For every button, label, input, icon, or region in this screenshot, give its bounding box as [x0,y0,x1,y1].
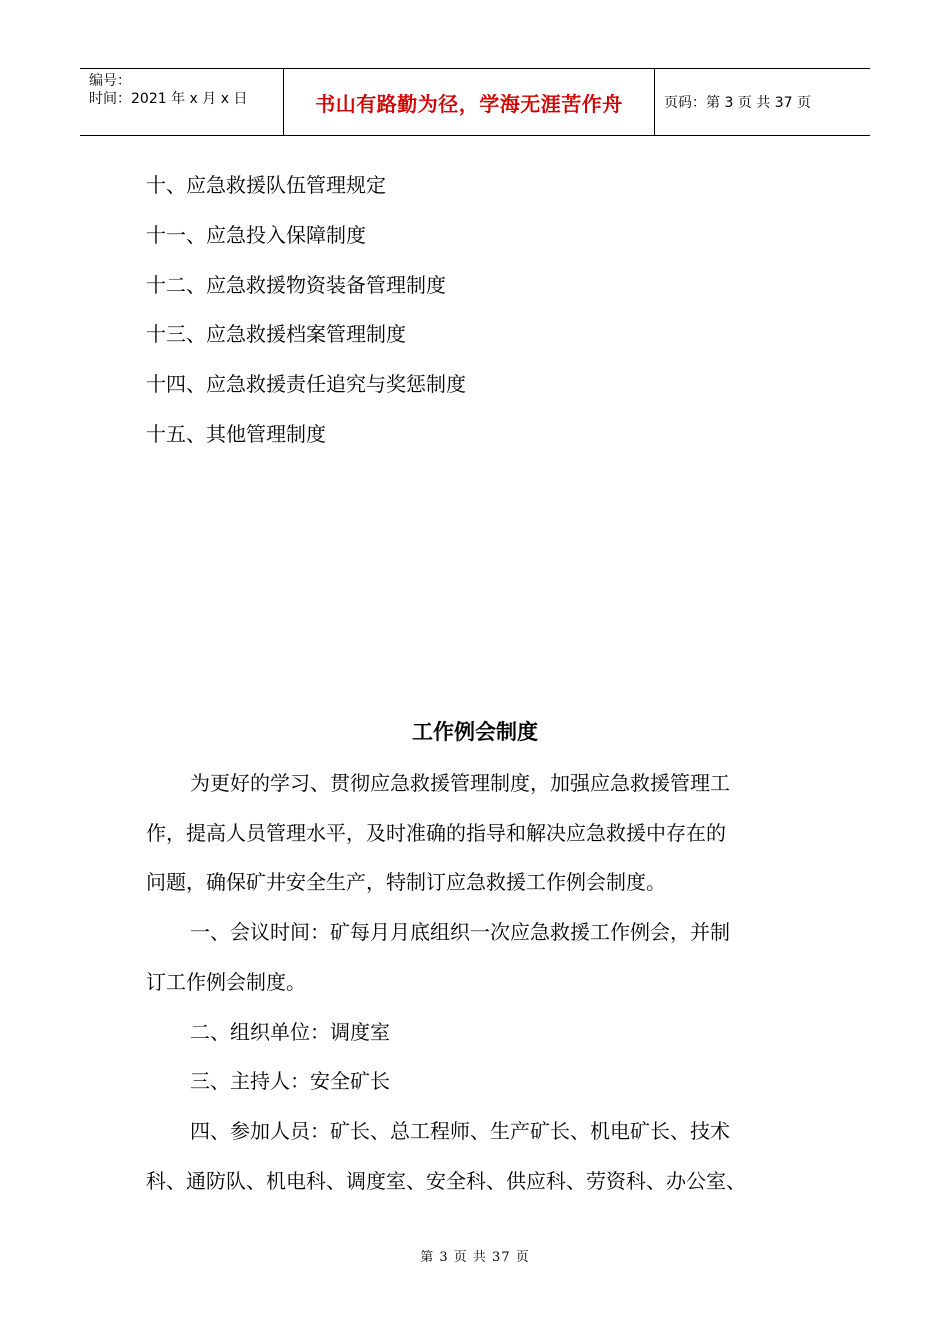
toc-item: 十四、应急救援责任追究与奖惩制度 [146,372,466,396]
header-table [80,68,870,136]
time-label: 时间：2021 年 x 月 x 日 [89,91,248,107]
toc-item: 十一、应急投入保障制度 [146,223,366,247]
page-info: 页码：第 3 页 共 37 页 [664,95,811,111]
motto-text: 书山有路勤为径，学海无涯苦作舟 [315,91,623,116]
page-footer: 第 3 页 共 37 页 [420,1250,530,1265]
paragraph-line: 二、组织单位：调度室 [190,1020,390,1044]
header-motto-cell [283,69,655,135]
paragraph-line: 一、会议时间：矿每月月底组织一次应急救援工作例会，并制 [190,920,730,944]
paragraph-line: 为更好的学习、贯彻应急救援管理制度，加强应急救援管理工 [190,771,730,795]
header-page-cell [655,69,870,135]
paragraph-line: 四、参加人员：矿长、总工程师、生产矿长、机电矿长、技术 [190,1119,730,1143]
header-left-cell [80,69,283,135]
toc-item: 十、应急救援队伍管理规定 [146,173,386,197]
section-title: 工作例会制度 [412,720,538,744]
number-label: 编号： [89,73,131,89]
paragraph-line: 问题，确保矿井安全生产，特制订应急救援工作例会制度。 [146,870,666,894]
paragraph-line: 三、主持人：安全矿长 [190,1069,390,1093]
toc-item: 十五、其他管理制度 [146,422,326,446]
toc-item: 十二、应急救援物资装备管理制度 [146,273,446,297]
paragraph-line: 作，提高人员管理水平，及时准确的指导和解决应急救援中存在的 [146,821,726,845]
paragraph-line: 科、通防队、机电科、调度室、安全科、供应科、劳资科、办公室、 [146,1169,746,1193]
toc-item: 十三、应急救援档案管理制度 [146,322,406,346]
paragraph-line: 订工作例会制度。 [146,970,306,994]
